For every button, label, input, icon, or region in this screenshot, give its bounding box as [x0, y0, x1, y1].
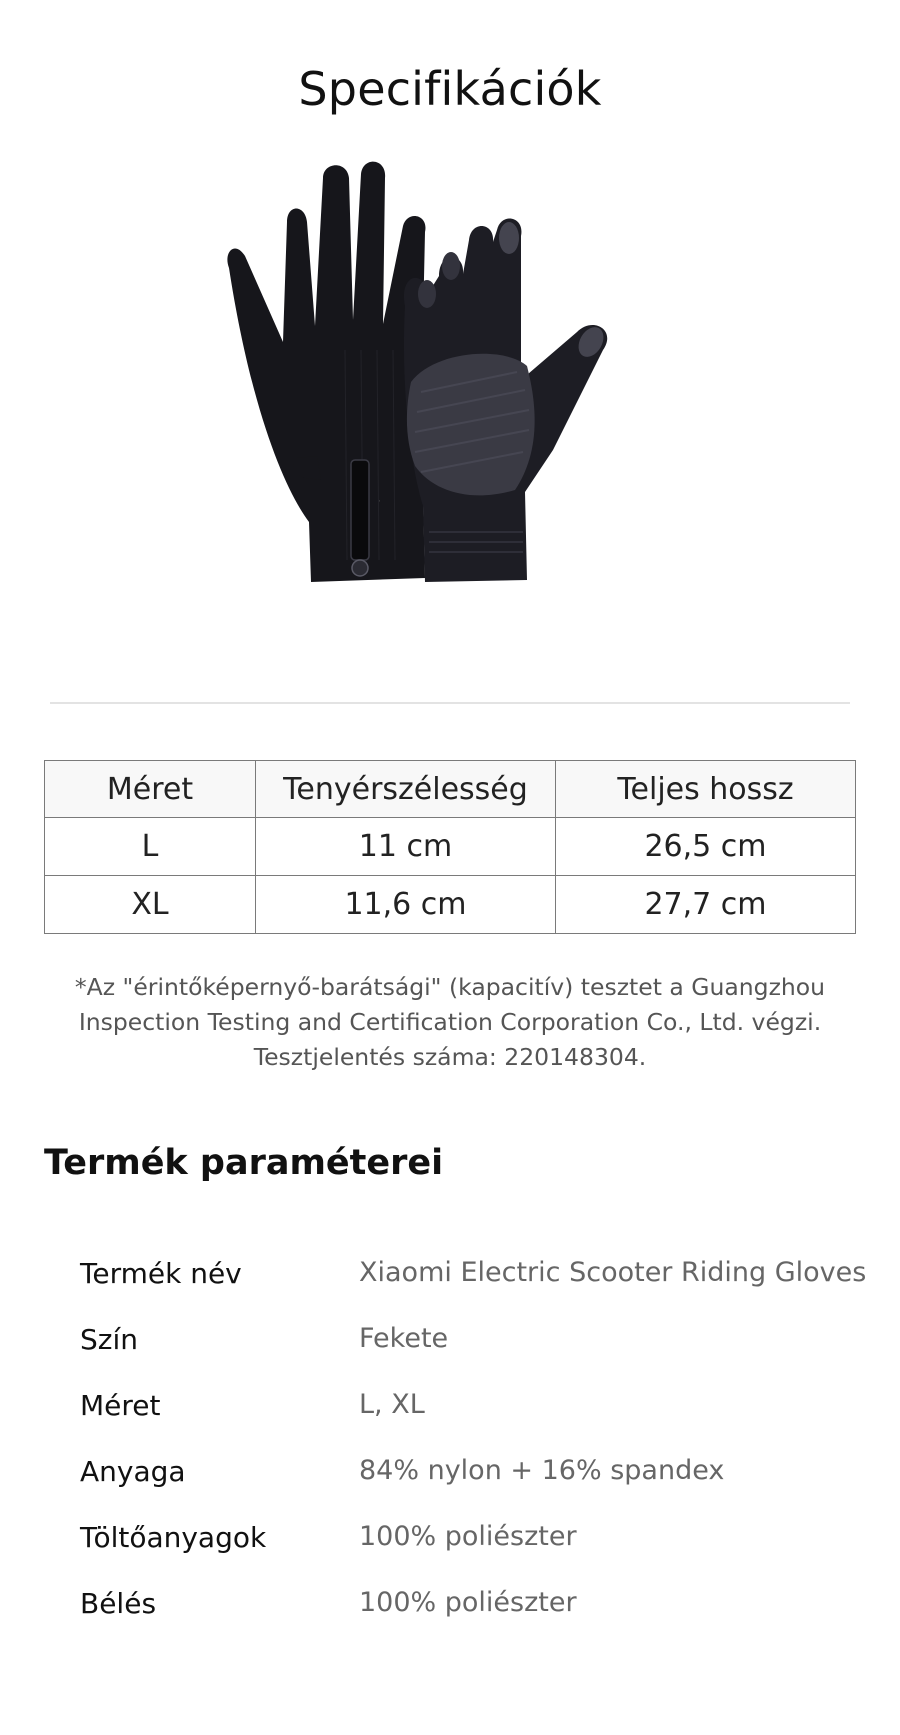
footnote-line: Inspection Testing and Certification Corporation Co., Ltd. végzi.	[78, 1008, 822, 1036]
param-label: Töltőanyagok	[80, 1521, 267, 1554]
param-label: Termék név	[80, 1257, 242, 1290]
column-header-palm-width: Tenyérszélesség	[256, 761, 556, 818]
param-row-material	[80, 1455, 880, 1495]
footnote-line: Tesztjelentés száma: 220148304.	[253, 1043, 647, 1071]
params-section-title: Termék paraméterei	[44, 1143, 444, 1183]
section-divider	[50, 702, 850, 704]
param-value: Fekete	[359, 1323, 449, 1354]
column-header-total-length: Teljes hossz	[556, 761, 856, 818]
table-cell: 26,5 cm	[556, 818, 856, 876]
size-table	[44, 760, 856, 934]
test-footnote	[60, 970, 840, 1075]
param-value: L, XL	[359, 1389, 425, 1420]
table-row	[45, 818, 856, 876]
gloves-product-image	[225, 160, 675, 655]
table-row	[45, 876, 856, 934]
param-value: 100% poliészter	[359, 1521, 577, 1552]
table-cell: 11,6 cm	[256, 876, 556, 934]
footnote-line: *Az "érintőképernyő-barátsági" (kapacitív) tesztet a Guangzhou	[74, 973, 826, 1001]
table-header-row	[45, 761, 856, 818]
table-cell: L	[45, 818, 256, 876]
gloves-icon	[225, 160, 675, 655]
param-label: Anyaga	[80, 1455, 186, 1488]
param-label: Szín	[80, 1323, 138, 1356]
param-value: 84% nylon + 16% spandex	[359, 1455, 725, 1486]
svg-text:·: ·	[375, 500, 382, 502]
param-row-filling	[80, 1521, 880, 1561]
param-row-color	[80, 1323, 880, 1363]
param-row-product-name	[80, 1257, 880, 1297]
param-row-size	[80, 1389, 880, 1429]
page-title: Specifikációk	[298, 62, 602, 116]
param-label: Méret	[80, 1389, 161, 1422]
param-label: Bélés	[80, 1587, 157, 1620]
table-cell: 27,7 cm	[556, 876, 856, 934]
table-cell: XL	[45, 876, 256, 934]
param-value: 100% poliészter	[359, 1587, 577, 1618]
param-value: Xiaomi Electric Scooter Riding Gloves	[359, 1257, 867, 1288]
table-cell: 11 cm	[256, 818, 556, 876]
param-row-lining	[80, 1587, 880, 1627]
column-header-size: Méret	[45, 761, 256, 818]
